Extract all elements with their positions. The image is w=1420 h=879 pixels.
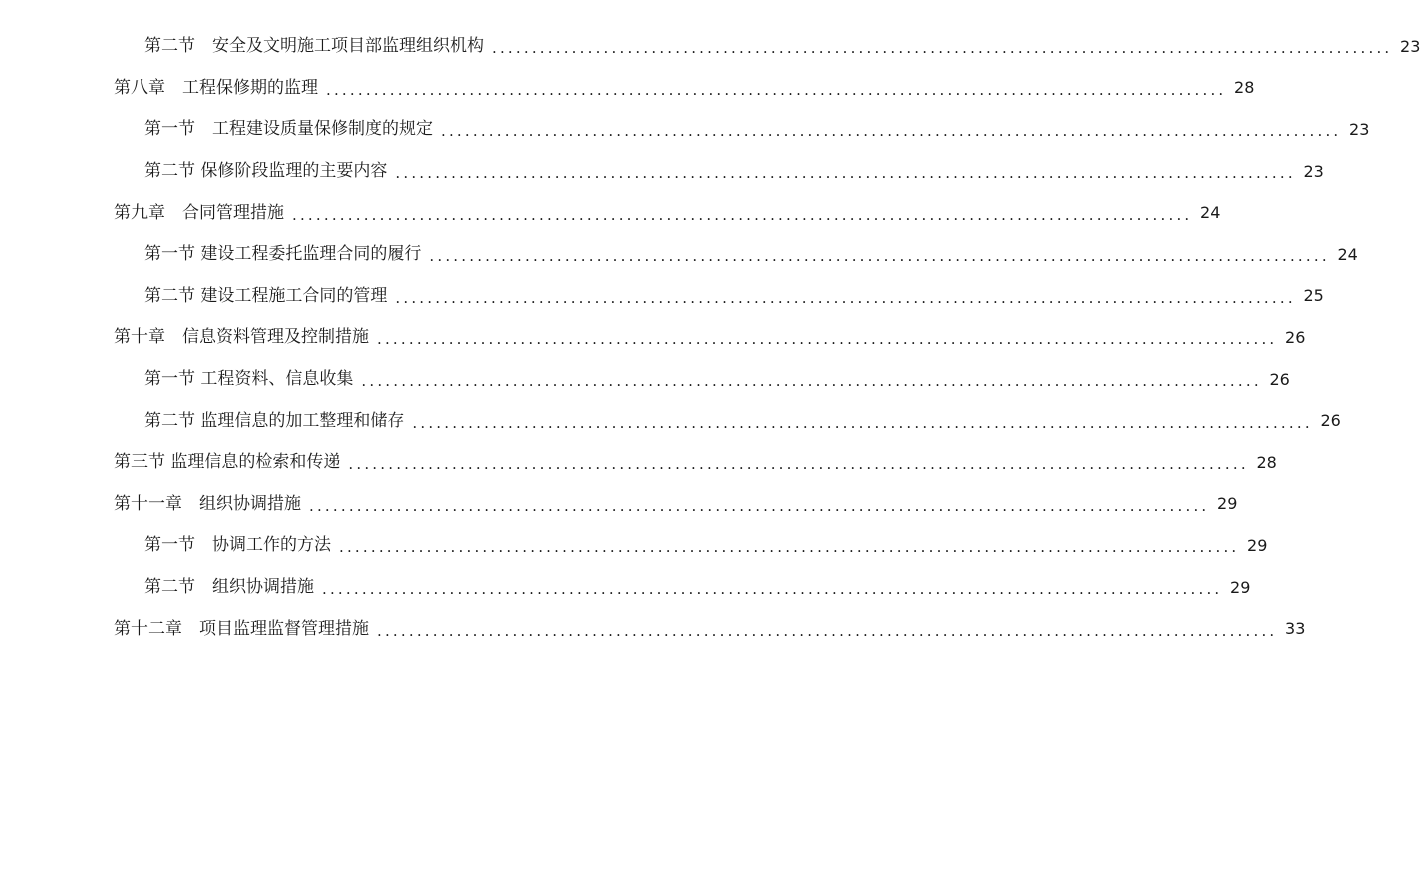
toc-page-number: 28 — [1256, 452, 1277, 472]
toc-entry-label: 第二节 保修阶段监理的主要内容 — [144, 161, 388, 182]
dot-leader: ................................................................................................................. — [441, 122, 1342, 141]
toc-page-number: 25 — [1303, 286, 1324, 306]
dot-leader: ................................................................................................................. — [429, 247, 1330, 266]
toc-entry[interactable] — [0, 484, 1238, 526]
toc-entry[interactable] — [0, 525, 1268, 567]
toc-entry-label: 第八章 工程保修期的监理 — [114, 77, 318, 98]
dot-leader: ................................................................................................................. — [292, 205, 1193, 224]
toc-entry[interactable] — [0, 567, 1251, 609]
toc-page-number: 24 — [1200, 203, 1221, 223]
toc-entry[interactable] — [0, 109, 1370, 151]
toc-entry-label: 第二节 组织协调措施 — [144, 577, 314, 598]
toc-entry-label: 第十章 信息资料管理及控制措施 — [114, 327, 369, 348]
toc-entry-label: 第二节 安全及文明施工项目部监理组织机构 — [144, 36, 484, 57]
dot-leader: ................................................................................................................. — [395, 288, 1296, 307]
toc-entry-label: 第十一章 组织协调措施 — [114, 493, 301, 514]
dot-leader: ................................................................................................................. — [492, 39, 1393, 58]
toc-entry[interactable] — [0, 234, 1358, 276]
dot-leader: ................................................................................................................. — [348, 455, 1249, 474]
dot-leader: ................................................................................................................. — [395, 164, 1296, 183]
toc-entry[interactable] — [0, 442, 1277, 484]
toc-entry-label: 第一节 协调工作的方法 — [144, 535, 331, 556]
toc-entry[interactable] — [0, 26, 1420, 68]
toc-page-number: 29 — [1247, 535, 1268, 555]
toc-entry-label: 第二节 监理信息的加工整理和储存 — [144, 410, 405, 431]
toc-entry-label: 第三节 监理信息的检索和传递 — [114, 452, 341, 473]
toc-page-number: 23 — [1349, 119, 1370, 139]
toc-entry-label: 第一节 建设工程委托监理合同的履行 — [144, 244, 422, 265]
toc-page-number: 26 — [1320, 411, 1341, 431]
toc-entry[interactable] — [0, 192, 1221, 234]
toc-entry[interactable] — [0, 317, 1306, 359]
toc-page-number: 26 — [1269, 369, 1290, 389]
toc-page-number: 29 — [1230, 577, 1251, 597]
toc-entry[interactable] — [0, 276, 1324, 318]
toc-entry-label: 第二节 建设工程施工合同的管理 — [144, 285, 388, 306]
toc-entry-label: 第一节 工程建设质量保修制度的规定 — [144, 119, 433, 140]
dot-leader: ................................................................................................................. — [361, 372, 1262, 391]
toc-page-number: 24 — [1337, 244, 1358, 264]
toc-entry-label: 第一节 工程资料、信息收集 — [144, 369, 354, 390]
toc-entry[interactable] — [0, 151, 1324, 193]
toc-page-number: 33 — [1285, 619, 1306, 639]
toc-entry[interactable] — [0, 608, 1306, 650]
toc-page-number: 29 — [1217, 494, 1238, 514]
dot-leader: ................................................................................................................. — [377, 330, 1278, 349]
dot-leader: ................................................................................................................. — [322, 580, 1223, 599]
toc-page-number: 26 — [1285, 327, 1306, 347]
toc-entry-label: 第十二章 项目监理监督管理措施 — [114, 618, 369, 639]
toc-page-number: 23 — [1303, 161, 1324, 181]
toc-entry[interactable] — [0, 68, 1255, 110]
toc-page-number: 23 — [1400, 36, 1420, 56]
dot-leader: ................................................................................................................. — [339, 538, 1240, 557]
dot-leader: ................................................................................................................. — [412, 413, 1313, 432]
table-of-contents — [0, 26, 1420, 650]
dot-leader: ................................................................................................................. — [309, 496, 1210, 515]
toc-entry[interactable] — [0, 359, 1290, 401]
toc-entry-label: 第九章 合同管理措施 — [114, 202, 284, 223]
toc-page-number: 28 — [1234, 78, 1255, 98]
dot-leader: ................................................................................................................. — [326, 80, 1227, 99]
toc-entry[interactable] — [0, 400, 1341, 442]
dot-leader: ................................................................................................................. — [377, 621, 1278, 640]
